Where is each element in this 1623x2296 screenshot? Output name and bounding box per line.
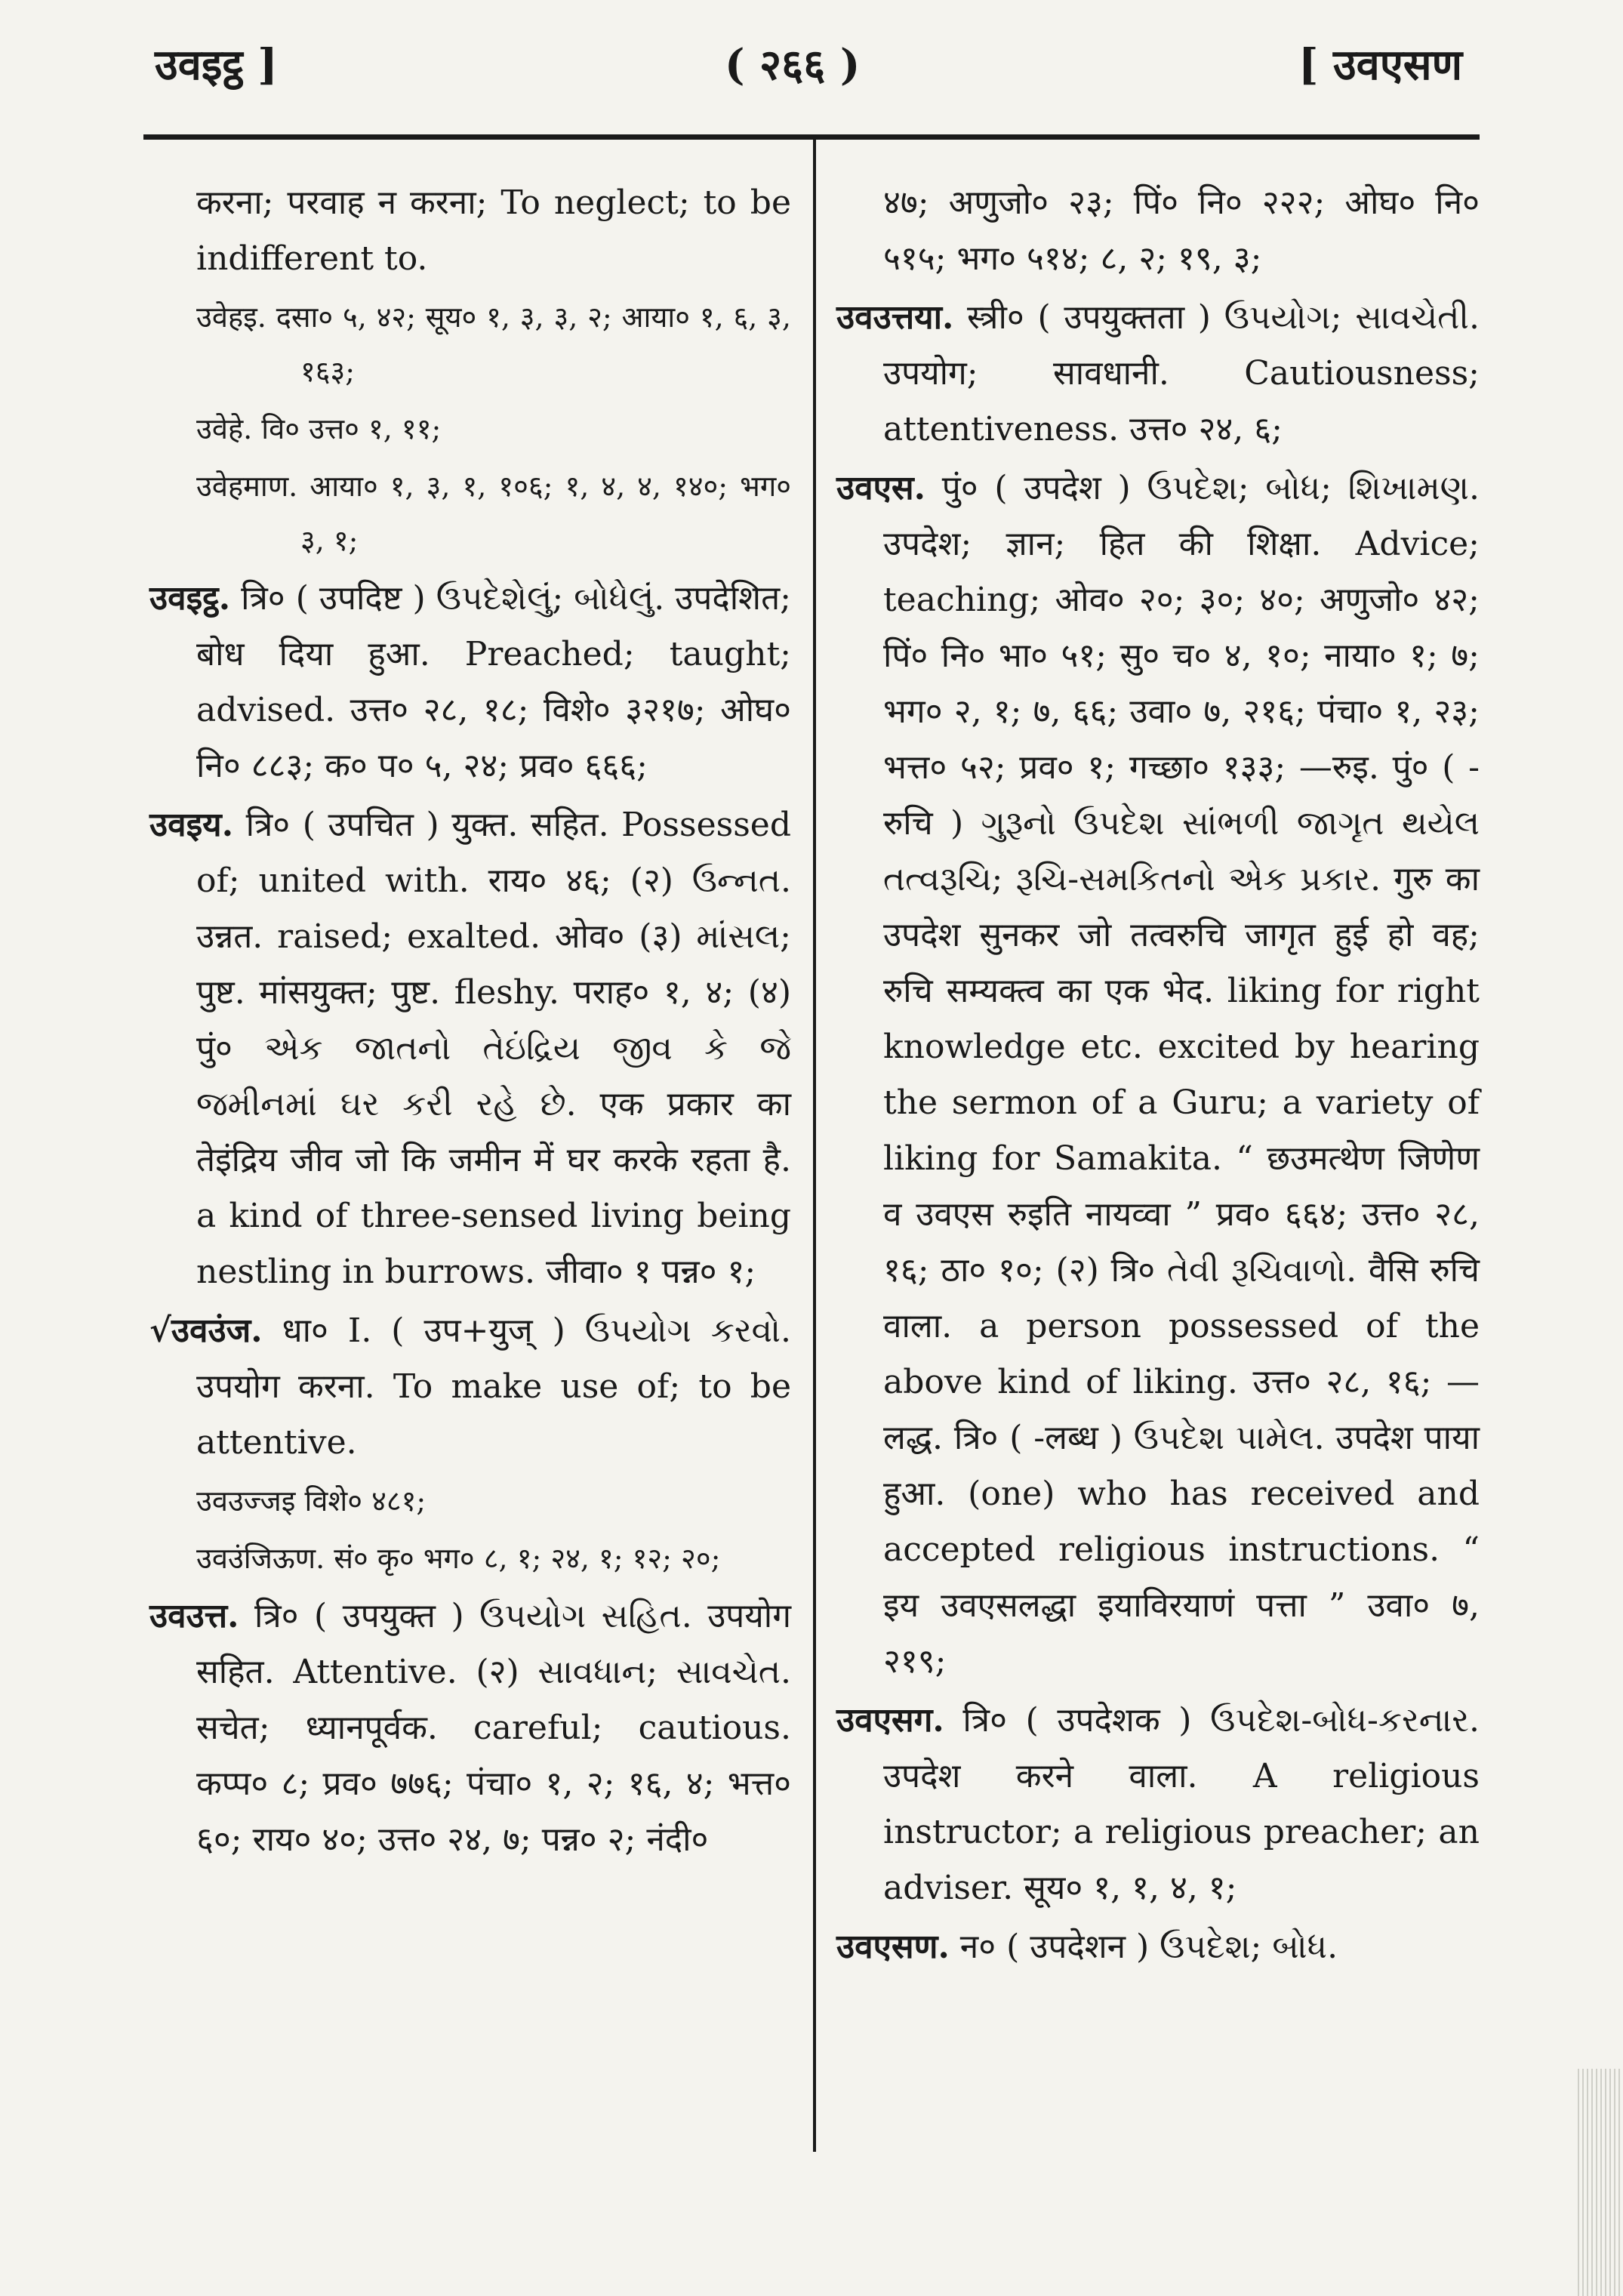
sub-entry — [149, 459, 791, 568]
running-head-right: [ उवएसण — [1298, 40, 1463, 90]
sub-entry — [149, 1474, 791, 1528]
entry-text: त्रि० ( उपचित ) युक्त. सहित. Possessed of; united with. राय० ४६; (२) ઉન્નત. उन्नत. raised; exalted. ओव० (३) માંસલ; पुष्ट. मांसयुक्त; पुष्ट. fleshy. पराह० १, ४; (४) पुं० એક જાતનો તેઇંદ્રિય જીવ કે જે જમીનમાં ઘર કરી રહે છે. एक प्रकार का तेइंद्रिय जीव जो कि जमीन में घर करके रहता है. a kind of three-sensed living being nestling in burrows. जीवा० १ पन्न० १; — [196, 806, 791, 1291]
running-head-left: उवइट्ठ ] — [155, 40, 278, 90]
entry-text: त्रि० ( उपयुक्त ) ઉપયોગ સહિત. उपयोग सहित. Attentive. (२) સાવધાન; સાવચેત. सचेत; ध्यानपूर्वक. careful; cautious. कप्प० ८; प्रव० ७७६; पंचा० १, २; १६, ४; भत्त० ६०; राय० ४०; उत्त० २४, ७; पन्न० २; नंदी० — [196, 1597, 791, 1859]
headword: उवउत्त. — [149, 1597, 239, 1635]
dictionary-entry — [149, 571, 791, 794]
dictionary-entry — [149, 797, 791, 1300]
dictionary-entry — [149, 1589, 791, 1868]
dictionary-entry — [836, 1919, 1480, 1975]
entry-text: उवउंजिऊण. सं० कृ० भग० ८, १; २४, १; १२; २०; — [196, 1542, 721, 1575]
sub-entry — [149, 290, 791, 399]
entry-text: धा० I. ( उप+युज् ) ઉપયોગ કરવો. उपयोग करना. To make use of; to be attentive. — [196, 1311, 791, 1462]
right-column — [836, 175, 1480, 1978]
entry-continuation — [149, 175, 791, 287]
left-column — [149, 175, 791, 1871]
dictionary-entry — [836, 1693, 1480, 1916]
dictionary-entry — [836, 290, 1480, 458]
header-rule — [143, 134, 1480, 140]
entry-text: ४७; अणुजो० २३; पिं० नि० २२२; ओघ० नि० ५१५; भग० ५१४; ८, २; १९, ३; — [883, 183, 1480, 278]
sub-entry — [149, 402, 791, 456]
entry-text: उवेहमाण. आया० १, ३, १, १०६; १, ४, ४, १४०; भग० ३, १; — [196, 470, 791, 557]
headword: उवएसग. — [836, 1701, 944, 1740]
headword: √उवउंज. — [149, 1311, 263, 1350]
entry-text: उवेहइ. दसा० ५, ४२; सूय० १, ३, ३, २; आया० १, ६, ३, १६३; — [196, 300, 791, 388]
entry-text: उवउज्जइ विशे० ४८१; — [196, 1484, 427, 1518]
headword: उवइट्ठ. — [149, 579, 231, 618]
entry-text: करना; परवाह न करना; To neglect; to be indifferent to. — [196, 183, 791, 278]
headword: उवएस. — [836, 469, 925, 507]
sub-entry — [149, 1531, 791, 1586]
entry-text: त्रि० ( उपदिष्ट ) ઉપદેશેલું; બોધેલું. उपदेशित; बोध दिया हुआ. Preached; taught; advised. उत्त० २८, १८; विशे० ३२१७; ओघ० नि० ८८३; क० प० ५, २४; प्रव० ६६६; — [196, 579, 791, 785]
column-divider — [813, 140, 816, 2152]
entry-text: उवेहे. वि० उत्त० १, ११; — [196, 412, 442, 445]
headword: उवउत्तया. — [836, 298, 954, 337]
dictionary-entry — [149, 1303, 791, 1471]
page-number: ( २६६ ) — [725, 40, 861, 90]
scan-edge-artifact — [1578, 2069, 1623, 2296]
entry-continuation — [836, 175, 1480, 287]
dictionary-entry — [836, 461, 1480, 1690]
headword: उवएसण. — [836, 1928, 950, 1966]
entry-text: पुं० ( उपदेश ) ઉપદેશ; બોધ; શિખામણ. उपदेश; ज्ञान; हित की शिक्षा. Advice; teaching; ओव० २०; ३०; ४०; अणुजो० ४२; पिं० नि० भा० ५१; सु० च० ४, १०; नाया० १; ७; भग० २, १; ७, ६६; उवा० ७, २१६; पंचा० १, २३; भत्त० ५२; प्रव० १; गच्छा० १३३; —रुइ. पुं० ( -रुचि ) ગુરૂનો ઉપદેશ સાંભળી જાગૃત થયેલ તત્વરૂચિ; રૂચિ-સમકિતનો એક પ્રકાર. गुरु का उपदेश सुनकर जो तत्वरुचि जागृत हुई हो वह; रुचि सम्यक्त्व का एक भेद. liking for right knowledge etc. excited by hearing the sermon of a Guru; a variety of liking for Samakita. “ छउमत्थेण जिणेण व उवएस रुइति नायव्वा ” प्रव० ६६४; उत्त० २८, १६; ठा० १०; (२) त्रि० તેવી રૂચિવાળો. वैसि रुचि वाला. a person possessed of the above kind of liking. उत्त० २८, १६; —लद्ध. त्रि० ( -लब्ध ) ઉપદેશ પામેલ. उपदेश पाया हुआ. (one) who has received and accepted religious instructions. “ इय उवएसलद्धा इयाविरयाणं पत्ता ” उवा० ७, २१९; — [883, 469, 1480, 1681]
headword: उवइय. — [149, 806, 234, 844]
entry-text: त्रि० ( उपदेशक ) ઉપદેશ-બોધ-કરનાર. उपदेश करने वाला. A religious instructor; a religious preacher; an adviser. सूय० १, १, ४, १; — [883, 1701, 1480, 1907]
entry-text: स्त्री० ( उपयुक्तता ) ઉપયોગ; સાવચેતી. उपयोग; सावधानी. Cautiousness; attentiveness. उत्त० २४, ६; — [883, 298, 1480, 448]
entry-text: न० ( उपदेशन ) ઉપદેશ; બોધ. — [959, 1928, 1338, 1966]
